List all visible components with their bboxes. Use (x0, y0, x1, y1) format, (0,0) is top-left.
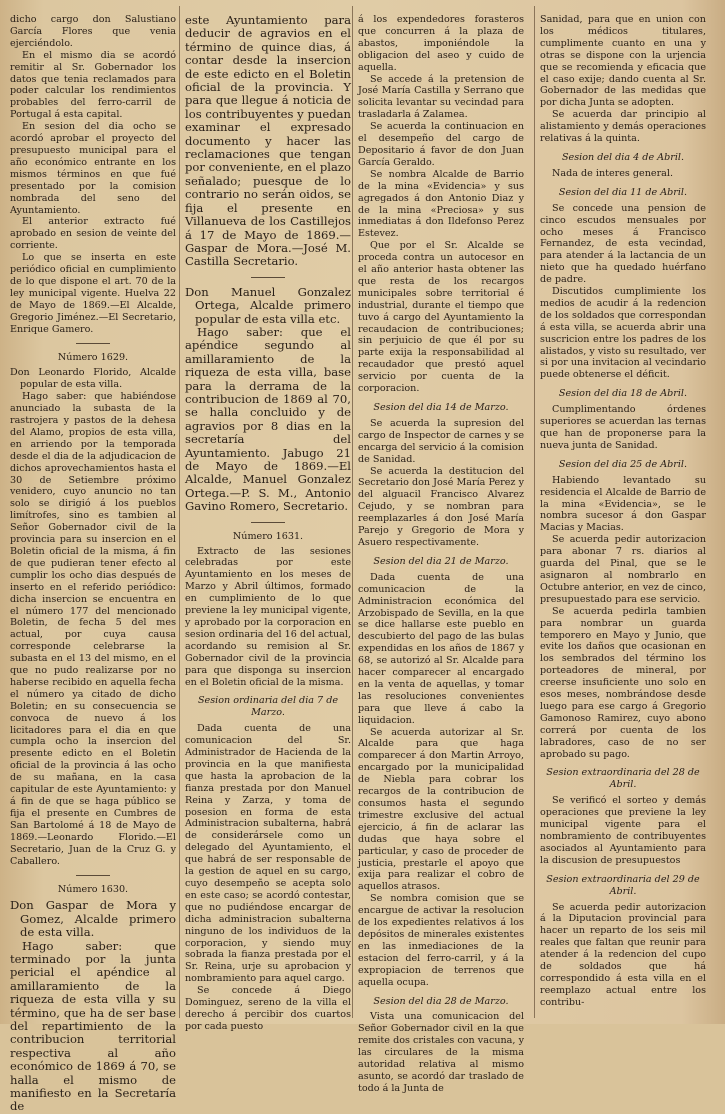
paragraph: Habiendo levantado su residencia el Alcalde de Barrio de la mina «Evidencia», se le nombra sucesor á don Gaspar Macias y Macias. (540, 474, 706, 534)
paragraph: Que por el Sr. Alcalde se proceda contra un autocesor en el año anterior hasta obtener las que resta de los recargos municipales sobre territorial é industrial, durante el tiempo que tuvo á cargo del Ayuntamiento la recaudacion de contribuciones; sin perjuicio de que él por su parte exija la responsabilidad al recaudador que prestó aquel servicio por cuenta de la corporacion. (358, 240, 524, 395)
paragraph: Se concede á Diego Dominguez, sereno de la villa el derecho á percibir dos cuartos por cada puesto (185, 985, 351, 1032)
session-heading: Sesion del dia 14 de Marzo. (373, 402, 509, 413)
session-heading: Sesion extraordinaria del 28 de Abril. (546, 767, 700, 791)
notice-number: Número 1629. (57, 352, 129, 364)
paragraph: Vista una comunicacion del Señor Gobernador civil en la que remite dos cristales con vacuna, y las circulares de la misma autoridad relativa al mismo asunto, se acordó dar traslado de todo á la Junta de (358, 1011, 524, 1094)
paragraph: á los expendedores forasteros que concurren á la plaza de abastos, imponiéndole la obligacion del aseo y cuido de aquella. (358, 14, 524, 73)
paragraph: Se acuerda pedir autorizacion á la Diputacion provincial para hacer un reparto de los seis mil reales que faltan que reunir para atender á la redencion del cupo de soldados que há correspondido á esta villa en el reemplazo actual entre los contribu- (540, 901, 706, 1008)
separator (76, 875, 110, 876)
column-2 (185, 13, 351, 1032)
paragraph: El anterior extracto fué aprobado en sesion de veinte del corriente. (10, 216, 176, 252)
session-heading: Sesion del dia 4 de Abril. (561, 151, 685, 163)
session-heading: Sesion del dia 28 de Marzo. (373, 995, 509, 1007)
paragraph: Nada de interes general. (552, 167, 674, 179)
separator (251, 522, 285, 523)
paragraph: En el mismo dia se acordó remitir al Sr. Gobernador los datos que tenia reclamados para poder calcular los rendimientos probables del ferro-carril de Portugal á esta capital. (10, 49, 176, 121)
paragraph: Sanidad, para que en union con los médicos titulares, cumplimente cuanto en una y otras se dispone con la urjencia que se recomienda y eficacia que el caso exije; dando cuenta al Sr. Gobernador de las medidas que por dicha Junta se adopten. (540, 14, 706, 109)
paragraph: Se acuerda dar principio al alistamiento y demás operaciones relativas á la quinta. (540, 109, 706, 145)
paragraph: Lo que se inserta en este periódico oficial en cumplimiento de lo que dispone el art. 70 de la ley municipal vigente. Huelva 22 de Mayo de 1869.—El Alcalde, Gregorio Jiménez.—El Secretario, Enrique Gamero. (10, 252, 176, 335)
separator (251, 277, 285, 278)
session-heading: Sesion del dia 11 de Abril. (558, 186, 688, 198)
notice-heading: Don Manuel Gonzalez Ortega, Alcalde primero popular de esta villa etc. (185, 284, 351, 326)
paragraph: Discutidos cumplimiente los medios de acudir á la redencion de los soldados que correspondan á esta villa, se acuerda abrir una suscricion entre los padres de los alistados, y visto su resultado, ver si por una invitacion al vecindario puede obtenerse el déficit. (540, 286, 706, 381)
paragraph: Dada cuenta de una comunicacion del Sr. Administrador de Hacienda de la provincia en la que manifiesta que hasta la aprobacion de la fianza prestada por don Manuel Reina y Zarza, y toma de posesion en forma de esta Administracion subalterna, habrá de considerársele como un delegado del Ayuntamiento, el que habrá de ser responsable de la gestion de aquel en su cargo, cuyo desempeño se acepta solo en este caso; se acordó contestar, que no pudiéndose encargar de dicha administracion subalterna ninguno de los individuos de la corporacion, y siendo muy sobrada la fianza prestada por el Sr. Reina, urje su aprobacion y nombramiento para aquel cargo. (185, 723, 351, 985)
separator (76, 343, 110, 344)
paragraph: En sesion del dia ocho se acordó aprobar el proyecto del presupuesto municipal para el año económico entrante en los mismos términos en que fué presentado por la comision nombrada del seno del Ayuntamiento. (10, 121, 176, 216)
paragraph: Dada cuenta de una comunicacion de la Administracion económica del Arzobispado de Sevilla, en la que se dice hallarse este pueblo en descubierto del pago de las bulas expendidas en los años de 1867 y 68, se autorizó al Sr. Alcalde para hacer comparecer al encargado en la venta de aquellas, y tomar las resoluciones convenientes para que lleve á cabo la liquidacion. (358, 571, 524, 726)
column-1 (10, 14, 176, 1114)
column-rule (352, 6, 353, 1018)
notice-number: Número 1631. (232, 530, 304, 542)
column-4 (540, 14, 706, 1018)
column-rule (534, 6, 535, 1018)
paragraph: Se concede una pension de cinco escudos mensuales por ocho meses á Francisco Fernandez, de esta vecindad, para atender á la lactancia de un nieto que ha quedado huérfano de padre. (540, 202, 706, 286)
column-3 (358, 14, 524, 1094)
session-heading: Sesion del dia 25 de Abril. (558, 458, 688, 470)
paragraph: Se verificó el sorteo y demás operaciones que previene la ley municipal vigente para el nombramiento de contribuyentes asociados al Ayuntamiento para la discusion de presupuestos (540, 795, 706, 866)
session-heading: Sesion del dia 21 de Marzo. (373, 555, 509, 567)
paragraph: Se acuerda pedir autorizacion para abonar 7 rs. diarios al guarda del Pinal, que se le asignaron al nombrarlo en Octubre anterior, en vez de cinco, presupuestado para ese servicio. (540, 534, 706, 605)
notice-heading: Don Leonardo Florido, Alcalde popular de esta villa. (10, 367, 176, 391)
notice-body: Hago saber: que terminado por la junta pericial el apéndice al amillaramiento de la riqueza de esta villa y su término, que ha de ser base del repartimiento de la contribucion territorial respectiva al año económico de 1869 á 70, se halla el mismo de manifiesto en la Secretaría de (10, 938, 176, 1114)
column-rule (179, 6, 180, 1018)
paragraph: Se nombra Alcalde de Barrio de la mina «Evidencia» y sus agregados á don Antonio Diaz y de la mina «Preciosa» y sus inmediatas á don Ildefonso Perez Estevez. (358, 168, 524, 240)
paragraph: Se acuerda autorizar al Sr. Alcalde para que haga comparecer á don Martin Arroyo, encargado por la municipalidad de Niebla para cobrar los recargos de la contribucion de consumos hasta el segundo trimestre exclusive del actual ejercicio, á fin de aclarar las dudas que haya sobre el particular, y caso de proceder de justicia, prestarle el apoyo que exija para realizar el cobro de aquellos atrasos. (358, 726, 524, 893)
paragraph: Se acuerda la continuacion en el desempeño del cargo de Depositario á favor de don Juan García Geraldo. (358, 121, 524, 168)
paragraph: Se accede á la pretension de José María Castilla y Serrano que solicita levantar su vecindad para trasladarla á Zalamea. (358, 73, 524, 121)
paragraph: Se acuerda la destitucion del Secretario don José María Perez y del alguacil Francisco Alvarez Cejudo, y se nombran para reemplazarles á don José María Parejo y Gregorio de Mora y Asuero respectivamente. (358, 465, 524, 548)
paragraph: Se acuerda la supresion del cargo de Inspector de carnes y se encarga del servicio á la comision de Sanidad. (358, 417, 524, 465)
notice-body: Hago saber: que habiéndose anunciado la subasta de la rastrojera y pastos de la dehesa del Alamo, propios de esta villa, en arriendo por la temporada desde el dia de la adjudicacion de dichos aprovechamientos hasta el 30 de Setiembre próximo venidero, cuyo anuncio no tan solo se dirigió á los pueblos limítrofes, sino es tambien al Señor Gobernador civil de la provincia para su insercion en el Boletin oficial de la misma, á fin de que pudieran tener efecto al cumplir los ocho dias después de inserto en el referido periódico: dicha insercion se encuentra en el número 177 del mencionado Boletin, de fecha 5 del mes actual, por cuya causa corresponde celebrarse la subasta en el 13 del mismo, en el que no pudo realizarse por no haberse recibido en aquella fecha el número ya citado de dicho Boletin; en su consecuencia se convoca de nuevo á los licitadores para el dia en que cumpla ocho la insercion del presente edicto en el Boletin oficial de la provincia á las ocho de su mañana, en la casa capitular de este Ayuntamiento: y á fin de que se haga público se fija el presente en Cumbres de San Bartolomé á 18 de Mayo de 1869.—Leonardo Florido.—El Secretario, Juan de la Cruz G. y Caballero. (10, 391, 176, 867)
paragraph: dicho cargo don Salustiano García Flores que venia ejerciéndolo. (10, 14, 176, 49)
notice-number: Número 1630. (57, 884, 129, 896)
notice-body: Hago saber: que el apéndice segundo al amillaramiento de la riqueza de esta villa, base para la derrama de la contribucion de 1869 al 70, se halla concluido y de agravios por 8 dias en la secretaría del Ayuntamiento. Jabugo 21 de Mayo de 1869.—El Alcalde, Manuel Gonzalez Ortega.—P. S. M., Antonio Gavino Romero, Secretario. (185, 324, 351, 514)
session-heading: Sesion ordinaria del dia 7 de Marzo. (197, 695, 339, 719)
paragraph: Extracto de las sesiones celebradas por este Ayuntamiento en los meses de Marzo y Abril últimos, formado en cumplimiento de lo que previene la ley municipal vigente, y aprobado por la corporacion en sesion ordinaria del 16 del actual, acordando su remision al Sr. Gobernador civil de la provincia para que disponga su insercion en el Boletin oficial de la misma. (185, 545, 351, 688)
notice-heading: Don Gaspar de Mora y Gomez, Alcalde primero de esta villa. (10, 898, 176, 940)
paragraph: Se acuerda pedirla tambien para nombrar un guarda temporero en Mayo y Junio, que evite los daños que ocasionan en los sembrados del término los porteadores de mineral, por creerse insuficiente uno solo en esos meses, nombrándose desde luego para ese cargo á Gregorio Gamonoso Ramirez, cuyo abono correrá por cuenta de los labradores, caso de no ser aprobado su pago. (540, 605, 706, 760)
session-heading: Sesion del dia 18 de Abril. (558, 388, 688, 400)
notice-body: este Ayuntamiento para deducir de agravios en el término de quince dias, á contar desde la insercion de este edicto en el Boletin oficial de la provincia. Y para que llegue á noticia de los contribuyentes y puedan examinar el expresado documento y hacer las reclamaciones que tengan por conveniente, en el plazo señalado; puesque de lo contrario no serán oidos, se fija el presente en Villanueva de los Castillejos á 17 de Mayo de 1869.—Gaspar de Mora.—José M. Castilla Secretario. (185, 13, 351, 269)
session-heading: Sesion extraordinaria del 29 de Abril. (546, 873, 700, 897)
paragraph: Se nombra comision que se encargue de activar la resolucion de los expedientes relativos á los depósitos de minerales existentes en las inmediaciones de la estacion del ferro-carril, y á la expropiacion de terrenos que aquella ocupa. (358, 893, 524, 988)
paragraph: Cumplimentando órdenes superiores se acuerdan las ternas que han de proponerse para la nueva junta de Sanidad. (540, 404, 706, 451)
